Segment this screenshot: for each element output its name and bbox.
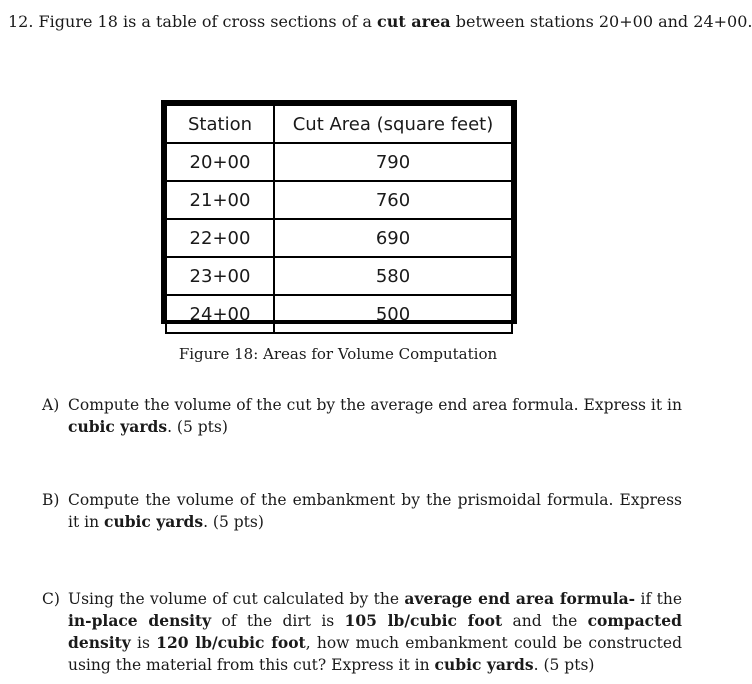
header-station: Station: [166, 105, 274, 143]
table-row: [166, 257, 512, 295]
question-number: 12.: [8, 12, 34, 31]
part-a-tail: . (5 pts): [167, 418, 228, 436]
question-text-tail: between stations 20+00 and 24+00.: [455, 12, 752, 31]
area-cell: 580: [274, 257, 512, 295]
question-heading: [8, 12, 752, 31]
part-c-bold-4: compacted density: [68, 611, 682, 652]
part-a: [42, 394, 682, 438]
part-c-text-3: of the dirt is: [221, 612, 335, 630]
station-cell: 20+00: [166, 143, 274, 181]
header-cut-area: Cut Area (square feet): [274, 105, 512, 143]
part-a-body: [68, 394, 682, 438]
part-c-bold-2: in-place density: [68, 611, 212, 630]
part-c-bold-3: 105 lb/cubic foot: [344, 611, 503, 630]
part-b-body: [68, 489, 682, 533]
part-c-text-6: , how much embankment could be constructed using the material from this cut? Express it in: [68, 634, 683, 674]
part-a-bold: cubic yards: [68, 417, 168, 436]
part-c-text-7: . (5 pts): [533, 656, 595, 674]
area-cell: 500: [274, 295, 512, 333]
part-b-bold: cubic yards: [104, 512, 204, 531]
figure-caption: Figure 18: Areas for Volume Computation: [178, 345, 498, 363]
part-c-bold-5: 120 lb/cubic foot: [156, 633, 306, 652]
part-b-label: B): [42, 491, 60, 509]
part-c-text-2: if the: [640, 590, 682, 608]
part-c-body: [68, 588, 682, 676]
question-text: Figure 18 is a table of cross sections of a: [38, 12, 372, 31]
part-c-text-1: Using the volume of cut calculated by the: [68, 590, 399, 608]
cut-area-table-grid: [165, 104, 513, 334]
station-cell: 21+00: [166, 181, 274, 219]
part-b: [42, 489, 682, 533]
table-header-row: [166, 105, 512, 143]
part-b-tail: . (5 pts): [203, 513, 264, 531]
table-row: [166, 181, 512, 219]
station-cell: 23+00: [166, 257, 274, 295]
part-c-label: C): [42, 590, 60, 608]
part-c-text-5: is: [137, 634, 150, 652]
table-row: [166, 219, 512, 257]
area-cell: 690: [274, 219, 512, 257]
area-cell: 760: [274, 181, 512, 219]
table-row: [166, 295, 512, 333]
part-a-text: Compute the volume of the cut by the average end area formula. Express it in: [68, 396, 682, 414]
cut-area-table: [161, 100, 517, 324]
table-row: [166, 143, 512, 181]
part-c-bold-6: cubic yards: [434, 655, 534, 674]
part-c: [42, 588, 682, 676]
part-a-label: A): [42, 396, 60, 414]
question-bold-term: cut area: [376, 12, 451, 31]
part-b-text: Compute the volume of the embankment by the prismoidal formula. Express it in: [68, 491, 682, 531]
part-c-bold-1: average end area formula-: [404, 589, 636, 608]
station-cell: 22+00: [166, 219, 274, 257]
station-cell: 24+00: [166, 295, 274, 333]
part-c-text-4: and the: [512, 612, 578, 630]
area-cell: 790: [274, 143, 512, 181]
